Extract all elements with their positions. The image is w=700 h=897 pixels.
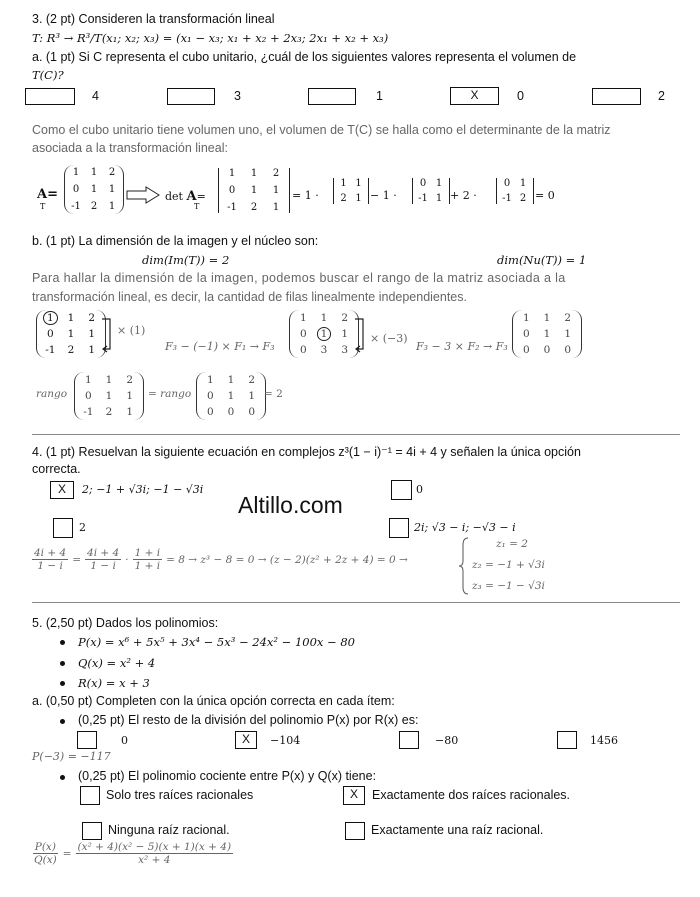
- root-2: z₂ = −1 + √3i: [472, 559, 545, 571]
- q3b-explanation: Para hallar la dimensión de la imagen, podemos buscar el rango de la matriz asociada a la: [32, 271, 566, 285]
- q3a-option-label-2: 3: [234, 89, 241, 103]
- poly-p: P(x) = x⁶ + 5x⁵ + 3x⁴ − 5x³ − 24x² − 100x − 80: [78, 635, 355, 649]
- matrix-cell: 3: [341, 344, 348, 356]
- matrix-label: A=: [37, 187, 58, 202]
- q5a-item2: (0,25 pt) El polinomio cociente entre P(x) y Q(x) tiene:: [78, 769, 377, 783]
- section-divider: [32, 434, 680, 435]
- matrix-cell: 2: [340, 193, 347, 204]
- watermark: Altillo.com: [238, 492, 343, 518]
- matrix-cell: 0: [206, 406, 214, 418]
- rank-matrix-2: [196, 372, 266, 420]
- matrix-cell: 1: [340, 178, 347, 189]
- q4-solution: [32, 547, 408, 572]
- matrix-cell: 2: [248, 374, 255, 386]
- matrix-a: [64, 165, 124, 214]
- matrix-cell: 1: [227, 374, 235, 386]
- q4-option-box-3[interactable]: [53, 518, 73, 538]
- item2-option-label-2: Exactamente dos raíces racionales.: [372, 788, 571, 802]
- matrix-cell: 1: [564, 328, 571, 340]
- item1-option-box-4[interactable]: [557, 731, 577, 749]
- rank-matrix-1: [74, 372, 144, 420]
- root-1: z₁ = 2: [496, 538, 528, 550]
- matrix-cell: 1: [299, 312, 307, 324]
- matrix-cell: 1: [90, 167, 98, 178]
- root-3: z₃ = −1 − √3i: [472, 580, 545, 592]
- section-divider: [32, 602, 680, 603]
- matrix-cell: 2: [250, 202, 258, 213]
- matrix-cell: -1: [71, 201, 81, 212]
- matrix-cell: 1: [543, 312, 551, 324]
- item2-solution: [32, 841, 233, 866]
- q3a-option-label-3: 1: [376, 89, 383, 103]
- matrix-cell: 0: [206, 390, 214, 402]
- matrix-cell: 1: [272, 185, 280, 196]
- matrix-cell: 0: [419, 178, 427, 189]
- matrix-cell: 1: [126, 390, 133, 402]
- matrix-cell: 1: [355, 178, 362, 189]
- dim-image: dim(Im(T)) = 2: [142, 253, 230, 267]
- matrix-cell: 1: [108, 184, 116, 195]
- matrix-cell: 1: [72, 167, 80, 178]
- matrix-cell: -1: [227, 202, 237, 213]
- matrix-cell: -1: [418, 193, 428, 204]
- bullet-icon: [60, 681, 65, 686]
- item1-option-box-1[interactable]: [77, 731, 97, 749]
- q5-header: 5. (2,50 pt) Dados los polinomios:: [32, 616, 219, 630]
- solution-fraction-left: $\frac{P(x)}{Q(x)}$: [34, 841, 57, 866]
- matrix-cell: 1: [519, 178, 527, 189]
- item1-solution: P(−3) = −117: [32, 750, 111, 763]
- matrix-cell: 1: [227, 390, 235, 402]
- q3a-option-box-1[interactable]: [25, 88, 75, 105]
- q3a-option-box-4[interactable]: X: [450, 87, 499, 105]
- q3a-option-box-2[interactable]: [167, 88, 215, 105]
- matrix-cell: 1: [320, 312, 328, 324]
- poly-q: Q(x) = x² + 4: [78, 656, 156, 670]
- q5a-header: a. (0,50 pt) Completen con la única opción correcta en cada ítem:: [32, 694, 395, 708]
- matrix-cell: 1: [88, 344, 95, 356]
- solution-equals: =: [62, 847, 72, 860]
- q3b-explanation-cont: transformación lineal, es decir, la cantidad de filas linealmente independientes.: [32, 290, 467, 304]
- det-label: det A=: [165, 189, 206, 204]
- bullet-icon: [60, 775, 65, 780]
- q3a-option-box-5[interactable]: [592, 88, 641, 105]
- matrix-cell: 1: [272, 202, 280, 213]
- item2-option-box-3[interactable]: [82, 822, 102, 840]
- reduction-matrix-2: [289, 310, 359, 358]
- row-op-bracket-icon: [353, 317, 367, 353]
- step2-multiplier: × (−3): [370, 332, 408, 345]
- solution-chain: = 8 → z³ − 8 = 0 → (z − 2)(z² + 2z + 4) = 0 →: [166, 553, 408, 566]
- rank-word: rango: [36, 388, 68, 400]
- q3-header: 3. (2 pt) Consideren la transformación lineal: [32, 12, 275, 26]
- matrix-cell: 1: [105, 390, 113, 402]
- q3-transform: T: R³ → R³/T(x₁; x₂; x₃) = (x₁ − x₃; x₁ + x₂ + 2x₃; 2x₁ + x₂ + x₃): [32, 31, 389, 45]
- implies-arrow-icon: [126, 186, 160, 204]
- matrix-cell: 0: [299, 344, 307, 356]
- matrix-cell: 2: [108, 167, 116, 178]
- q3a-option-box-3[interactable]: [308, 88, 356, 105]
- item2-option-label-4: Exactamente una raíz racional.: [371, 823, 544, 837]
- expansion-term-2: − 1 ·: [370, 189, 397, 202]
- matrix-cell: 3: [320, 344, 328, 356]
- det-matrix: [218, 168, 290, 213]
- q4-option-box-4[interactable]: [389, 518, 409, 538]
- matrix-cell: 2: [105, 406, 113, 418]
- matrix-cell: 1: [341, 328, 348, 340]
- reduction-matrix-1: [36, 310, 106, 358]
- item1-option-label-1: 0: [121, 734, 128, 747]
- matrix-cell: 1: [522, 312, 530, 324]
- roots-brace-icon: [458, 537, 470, 595]
- matrix-cell: 0: [46, 328, 54, 340]
- q4-option-box-2[interactable]: [391, 480, 412, 500]
- matrix-cell: 2: [564, 312, 571, 324]
- matrix-cell: 0: [248, 406, 255, 418]
- matrix-cell: 2: [90, 201, 98, 212]
- q5a-item1: (0,25 pt) El resto de la división del polinomio P(x) por R(x) es:: [78, 713, 419, 727]
- matrix-cell: 0: [228, 185, 236, 196]
- matrix-cell: 0: [564, 344, 571, 356]
- item1-option-box-2[interactable]: X: [235, 731, 257, 749]
- solution-fraction-2: $\frac{4i + 4}{1 - i}$: [87, 547, 120, 572]
- step2-operation: F₃ − 3 × F₂ → F₃: [416, 340, 508, 353]
- step1-operation: F₃ − (−1) × F₁ → F₃: [165, 340, 275, 353]
- q4-header-cont: correcta.: [32, 462, 81, 476]
- matrix-cell: 1: [67, 312, 75, 324]
- matrix-cell: 0: [299, 328, 307, 340]
- q4-option-label-4: 2i; √3 − i; −√3 − i: [414, 521, 516, 534]
- minor-1: [333, 178, 369, 204]
- reduction-matrix-3: [512, 310, 582, 358]
- pivot-cell: 1: [314, 328, 335, 340]
- q3a-question-cont: T(C)?: [32, 68, 64, 82]
- solution-equals: =: [72, 553, 82, 566]
- matrix-cell: 1: [543, 328, 551, 340]
- det-subscript: T: [194, 202, 200, 211]
- matrix-cell: 1: [67, 328, 75, 340]
- item2-option-box-1[interactable]: [80, 786, 100, 805]
- matrix-cell: 2: [126, 374, 133, 386]
- matrix-cell: 1: [248, 390, 255, 402]
- matrix-cell: 0: [72, 184, 80, 195]
- expansion-term-3: + 2 ·: [450, 189, 477, 202]
- matrix-cell: 0: [522, 328, 530, 340]
- matrix-cell: -1: [502, 193, 512, 204]
- minor-2: [412, 178, 450, 204]
- matrix-cell: 1: [435, 193, 443, 204]
- matrix-cell: 0: [543, 344, 551, 356]
- expansion-term-1: = 1 ·: [292, 189, 319, 202]
- q4-option-label-3: 2: [79, 521, 86, 534]
- q4-header: 4. (1 pt) Resuelvan la siguiente ecuación en complejos z³(1 − i)⁻¹ = 4i + 4 y señalen la única opción: [32, 445, 581, 459]
- row-op-bracket-icon: [100, 317, 114, 353]
- item2-option-label-3: Ninguna raíz racional.: [108, 823, 230, 837]
- rank-equals: = rango: [148, 388, 192, 400]
- item1-option-box-3[interactable]: [399, 731, 419, 749]
- dim-kernel: dim(Nu(T)) = 1: [497, 253, 587, 267]
- bullet-icon: [60, 719, 65, 724]
- item2-option-box-4[interactable]: [345, 822, 365, 840]
- matrix-cell: 1: [206, 374, 214, 386]
- item2-option-label-1: Solo tres raíces racionales: [106, 788, 254, 802]
- pivot-cell: 1: [40, 312, 61, 324]
- solution-fraction-3: $\frac{1 + i}{1 + i}$: [134, 547, 161, 572]
- matrix-cell: 2: [67, 344, 75, 356]
- matrix-cell: 1: [88, 328, 95, 340]
- item1-option-label-2: −104: [270, 734, 301, 747]
- solution-fraction-right: $\frac{\text{(x² + 4)(x² − 5)(x + 1)(x + 4)}}{\text{x² + 4}}$: [77, 841, 232, 866]
- matrix-cell: 2: [272, 168, 280, 179]
- step1-multiplier: × (1): [117, 324, 146, 337]
- matrix-cell: 1: [126, 406, 133, 418]
- matrix-cell: 1: [108, 201, 116, 212]
- poly-r: R(x) = x + 3: [78, 676, 150, 690]
- q4-option-label-1: 2; −1 + √3i; −1 − √3i: [82, 483, 204, 496]
- matrix-cell: 1: [250, 185, 258, 196]
- solution-fraction-1: $\frac{4i + 4}{1 - i}$: [34, 547, 67, 572]
- matrix-cell: 1: [228, 168, 236, 179]
- minor-3: [496, 178, 534, 204]
- matrix-cell: 2: [519, 193, 527, 204]
- matrix-cell: -1: [45, 344, 56, 356]
- matrix-cell: 1: [250, 168, 258, 179]
- q3a-option-label-5: 2: [658, 89, 665, 103]
- matrix-cell: 0: [227, 406, 235, 418]
- matrix-cell: 2: [88, 312, 95, 324]
- matrix-cell: -1: [83, 406, 94, 418]
- matrix-cell: 1: [84, 374, 92, 386]
- bullet-icon: [60, 661, 65, 666]
- matrix-cell: 1: [355, 193, 362, 204]
- item1-option-label-4: 1456: [590, 734, 618, 747]
- matrix-cell: 1: [435, 178, 443, 189]
- q4-option-box-1[interactable]: X: [50, 481, 74, 499]
- matrix-cell: 0: [503, 178, 511, 189]
- matrix-subscript: T: [40, 202, 46, 211]
- matrix-cell: 2: [341, 312, 348, 324]
- q3a-question: a. (1 pt) Si C representa el cubo unitario, ¿cuál de los siguientes valores representa el volumen de: [32, 50, 577, 64]
- q3-explanation-cont: asociada a la transformación lineal:: [32, 141, 228, 155]
- solution-dot: ·: [125, 553, 129, 566]
- item2-option-box-2[interactable]: X: [343, 786, 365, 805]
- q3a-option-label-1: 4: [92, 89, 99, 103]
- q4-option-label-2: 0: [416, 483, 423, 496]
- q3b-question: b. (1 pt) La dimensión de la imagen y el núcleo son:: [32, 234, 319, 248]
- bullet-icon: [60, 640, 65, 645]
- item1-option-label-3: −80: [435, 734, 459, 747]
- matrix-cell: 0: [84, 390, 92, 402]
- matrix-cell: 1: [90, 184, 98, 195]
- matrix-cell: 1: [105, 374, 113, 386]
- q3a-option-label-4: 0: [517, 89, 524, 103]
- matrix-cell: 0: [522, 344, 530, 356]
- q3-explanation: Como el cubo unitario tiene volumen uno, el volumen de T(C) se halla como el determinante de la matriz: [32, 123, 611, 137]
- rank-result: = 2: [264, 388, 283, 400]
- expansion-result: = 0: [535, 189, 555, 202]
